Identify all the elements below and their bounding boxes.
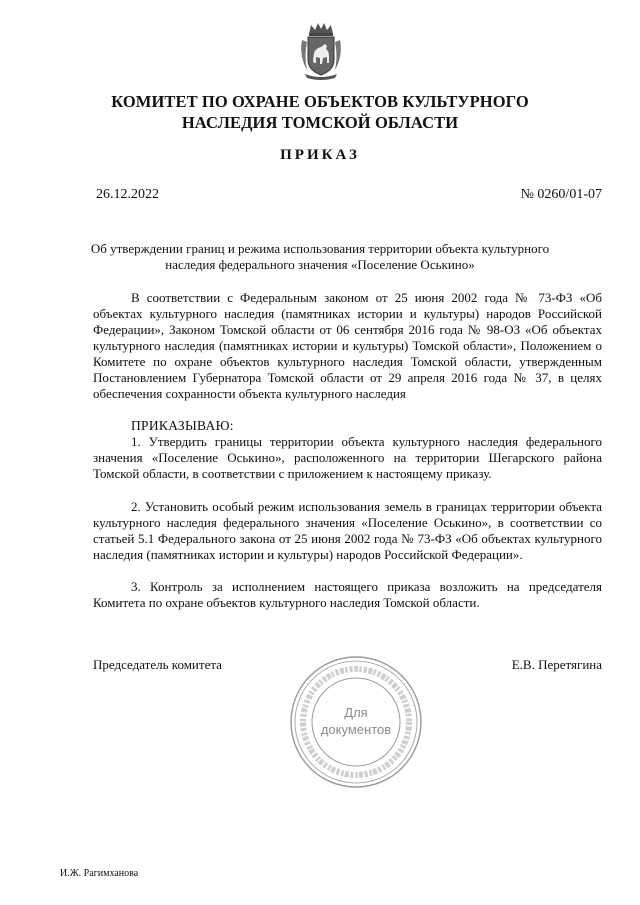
preamble-paragraph: В соответствии с Федеральным законом от 25 июня 2002 года № 73-ФЗ «Об объектах культурного наследия (памятниках истории и культуры) народов Российской Федерации», Законом Томской области от 06 сентября 2016 года № 98-ОЗ «Об объектах культурного наследия (памятниках истории и культуры) Томской области», Положением о Комитете по охране объектов культурного наследия Томской области, утвержденным Постановлением Губернатора Томской области от 29 апреля 2016 года № 37, в целях обеспечения сохранности объекта культурного наследия — [93, 290, 602, 401]
executor-name: И.Ж. Рагимханова — [60, 868, 139, 879]
signatory-name: Е.В. Перетягина — [511, 657, 602, 672]
document-subject: Об утверждении границ и режима использования территории объекта культурного наследия федерального значения «Поселение Оськино» — [90, 241, 550, 272]
order-item-3: 3. Контроль за исполнением настоящего приказа возложить на председателя Комитета по охране объектов культурного наследия Томской области. — [93, 579, 602, 610]
order-item-2: 2. Установить особый режим использования земель в границах территории объекта культурного наследия федерального значения «Поселение Оськино», в соответствии со статьей 5.1 Федерального закона от 25 июня 2002 года № 73-ФЗ «Об объектах культурного наследия (памятниках истории и культуры) народов Российской Федерации». — [93, 499, 602, 562]
document-number: № 0260/01-07 — [520, 187, 602, 202]
order-item-1: 1. Утвердить границы территории объекта культурного наследия федерального значения «Поселение Оськино», расположенного на территории Шегарского района Томской области, в соответствии с приложением к настоящему приказу. — [93, 434, 602, 481]
decree-word: ПРИКАЗЫВАЮ: — [131, 418, 234, 433]
official-stamp — [288, 654, 424, 790]
document-type: ПРИКАЗ — [280, 147, 360, 163]
organization-name-line1: КОМИТЕТ ПО ОХРАНЕ ОБЪЕКТОВ КУЛЬТУРНОГО — [111, 92, 529, 111]
stamp-text-line1: Для — [344, 705, 368, 720]
coat-of-arms-emblem — [299, 20, 343, 80]
signatory-title: Председатель комитета — [93, 657, 222, 672]
document-date: 26.12.2022 — [96, 187, 159, 202]
stamp-text-line2: документов — [320, 722, 392, 737]
organization-name-line2: НАСЛЕДИЯ ТОМСКОЙ ОБЛАСТИ — [181, 113, 459, 132]
